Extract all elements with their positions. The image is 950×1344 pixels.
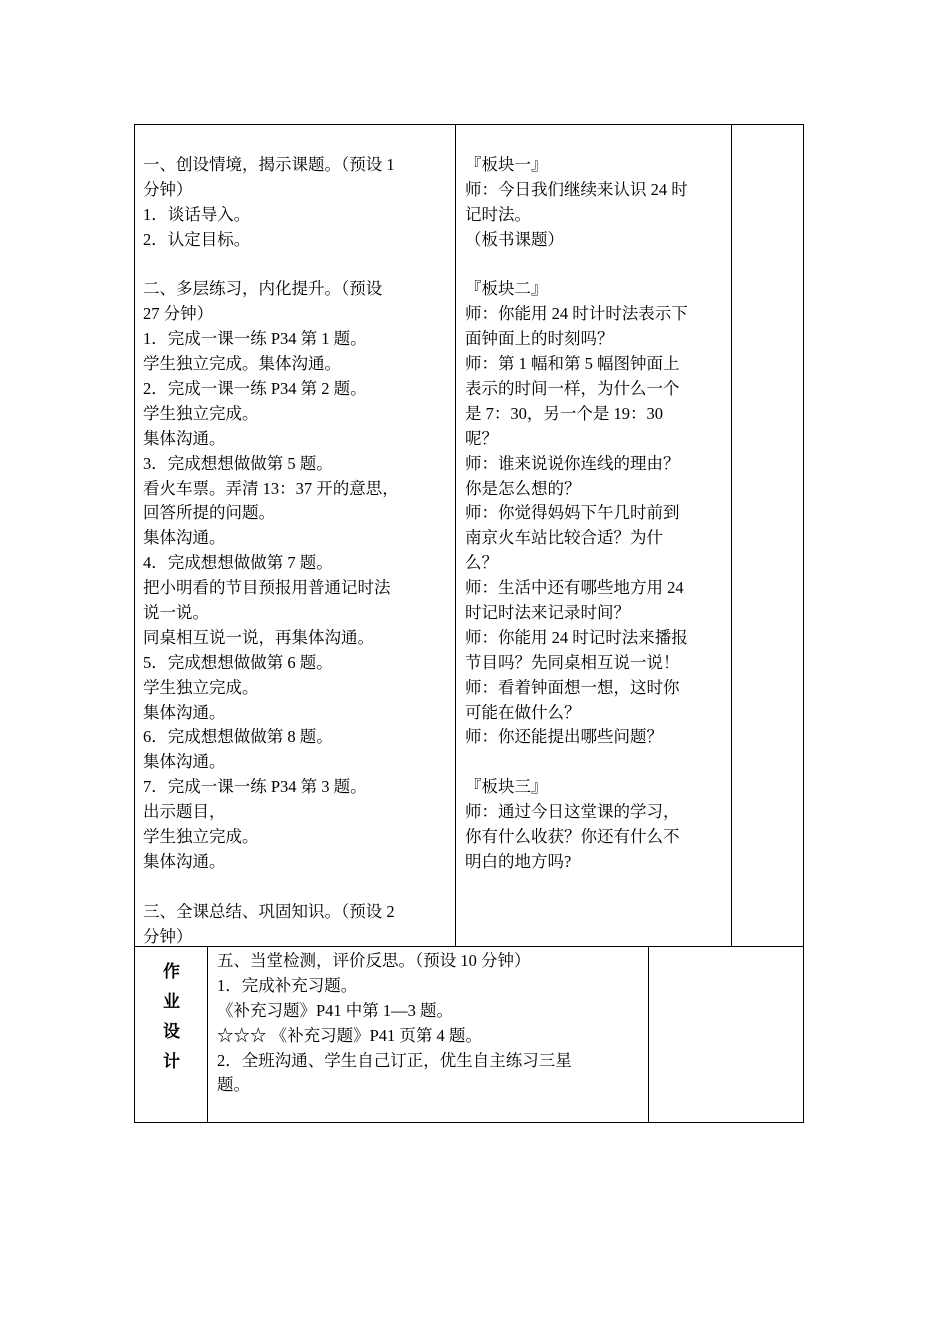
- script-line: [465, 253, 727, 278]
- homework-label-char: 作: [163, 962, 180, 981]
- script-line: 师：今日我们继续来认识 24 时: [465, 179, 688, 199]
- step-line: 二、多层练习，内化提升。（预设: [143, 279, 383, 299]
- step-line: 2．完成一课一练 P34 第 2 题。: [143, 379, 367, 399]
- step-line: 集体沟通。: [143, 851, 226, 871]
- homework-line: 1．完成补充习题。: [217, 975, 358, 995]
- homework-notes-cell: [649, 947, 803, 1122]
- script-line: 师：你觉得妈妈下午几时前到: [465, 503, 680, 523]
- homework-content-cell: [208, 947, 649, 1122]
- step-line: [143, 253, 449, 278]
- step-line: 回答所提的问题。: [143, 503, 275, 523]
- step-line: 6．完成想想做做第 8 题。: [143, 727, 333, 747]
- notes-cell: [732, 125, 803, 946]
- step-line: 集体沟通。: [143, 752, 226, 772]
- main-row: [135, 125, 803, 947]
- step-line: 27 分钟）: [143, 304, 214, 324]
- step-line: 看火车票。弄清 13：37 开的意思，: [143, 478, 399, 498]
- homework-label-char: 设: [163, 1022, 180, 1041]
- step-line: 学生独立完成。: [143, 677, 259, 697]
- homework-row: [135, 947, 803, 1122]
- script-line: 『板块一』: [465, 155, 548, 174]
- script-line: 么？: [465, 553, 498, 573]
- step-line: 3．完成想想做做第 5 题。: [143, 453, 333, 473]
- step-line: 5．完成想想做做第 6 题。: [143, 652, 333, 672]
- script-line: 师：你能用 24 时计时法表示下: [465, 304, 688, 324]
- script-line: 是 7：30，另一个是 19：30: [465, 403, 663, 423]
- step-line: 1．完成一课一练 P34 第 1 题。: [143, 329, 367, 349]
- script-line: 师：看着钟面想一想，这时你: [465, 677, 680, 697]
- lesson-plan-table: [134, 124, 804, 1123]
- script-line: 『板块三』: [465, 777, 548, 797]
- homework-line: 2．全班沟通、学生自己订正，优生自主练习三星: [217, 1050, 572, 1070]
- script-line: 记时法。: [465, 204, 531, 224]
- script-line: 师：你能用 24 时记时法来播报: [465, 627, 688, 647]
- step-line: 分钟）: [143, 179, 193, 199]
- step-line: 1．谈话导入。: [143, 204, 251, 224]
- script-line: 时记时法来记录时间？: [465, 603, 630, 623]
- script-line: [465, 750, 727, 775]
- script-line: 节目吗？先同桌相互说一说！: [465, 652, 680, 672]
- homework-label: [135, 957, 208, 1077]
- script-line: 呢？: [465, 428, 498, 448]
- homework-label-cell: [135, 947, 208, 1122]
- step-line: 把小明看的节目预报用普通记时法: [143, 578, 391, 598]
- script-line: 明白的地方吗?: [465, 851, 572, 871]
- script-line: 你是怎么想的？: [465, 478, 581, 498]
- homework-label-char: 计: [163, 1052, 180, 1071]
- step-line: 4．完成想想做做第 7 题。: [143, 553, 333, 573]
- step-line: 7．完成一课一练 P34 第 3 题。: [143, 777, 367, 797]
- homework-line: ☆☆☆ 《补充习题》P41 页第 4 题。: [217, 1025, 482, 1045]
- step-line: 集体沟通。: [143, 428, 226, 448]
- step-line: 分钟）: [143, 926, 193, 946]
- step-line: 三、全课总结、巩固知识。（预设 2: [143, 901, 395, 921]
- script-line: 师：第 1 幅和第 5 幅图钟面上: [465, 354, 680, 374]
- script-line: 师：通过今日这堂课的学习，: [465, 802, 680, 822]
- step-line: 学生独立完成。集体沟通。: [143, 354, 341, 374]
- step-line: 一、创设情境，揭示课题。（预设 1: [143, 155, 395, 174]
- homework-line: 《补充习题》P41 中第 1—3 题。: [217, 1000, 454, 1020]
- step-line: 2．认定目标。: [143, 229, 251, 249]
- step-line: 同桌相互说一说，再集体沟通。: [143, 627, 374, 647]
- step-line: 说一说。: [143, 603, 209, 623]
- script-line: 面钟面上的时刻吗？: [465, 329, 614, 349]
- homework-line: 题。: [217, 1075, 250, 1095]
- script-line: 师：谁来说说你连线的理由？: [465, 453, 680, 473]
- script-line: 你有什么收获？你还有什么不: [465, 827, 680, 847]
- script-line: 师：生活中还有哪些地方用 24: [465, 578, 684, 598]
- step-line: 学生独立完成。: [143, 827, 259, 847]
- script-line: 可能在做什么？: [465, 702, 581, 722]
- teacher-script-cell: [456, 125, 732, 946]
- script-line: 『板块二』: [465, 279, 548, 299]
- step-line: 集体沟通。: [143, 528, 226, 548]
- script-line: （板书课题）: [465, 229, 564, 249]
- script-line: 师：你还能提出哪些问题？: [465, 727, 663, 747]
- step-line: 出示题目，: [143, 802, 226, 822]
- homework-label-char: 业: [163, 992, 180, 1011]
- step-line: [143, 875, 449, 900]
- homework-line: 五、当堂检测，评价反思。（预设 10 分钟）: [217, 951, 531, 970]
- step-line: 集体沟通。: [143, 702, 226, 722]
- teaching-steps-cell: [135, 125, 456, 946]
- step-line: 学生独立完成。: [143, 403, 259, 423]
- script-line: 表示的时间一样，为什么一个: [465, 379, 680, 399]
- script-line: 南京火车站比较合适？为什: [465, 528, 663, 548]
